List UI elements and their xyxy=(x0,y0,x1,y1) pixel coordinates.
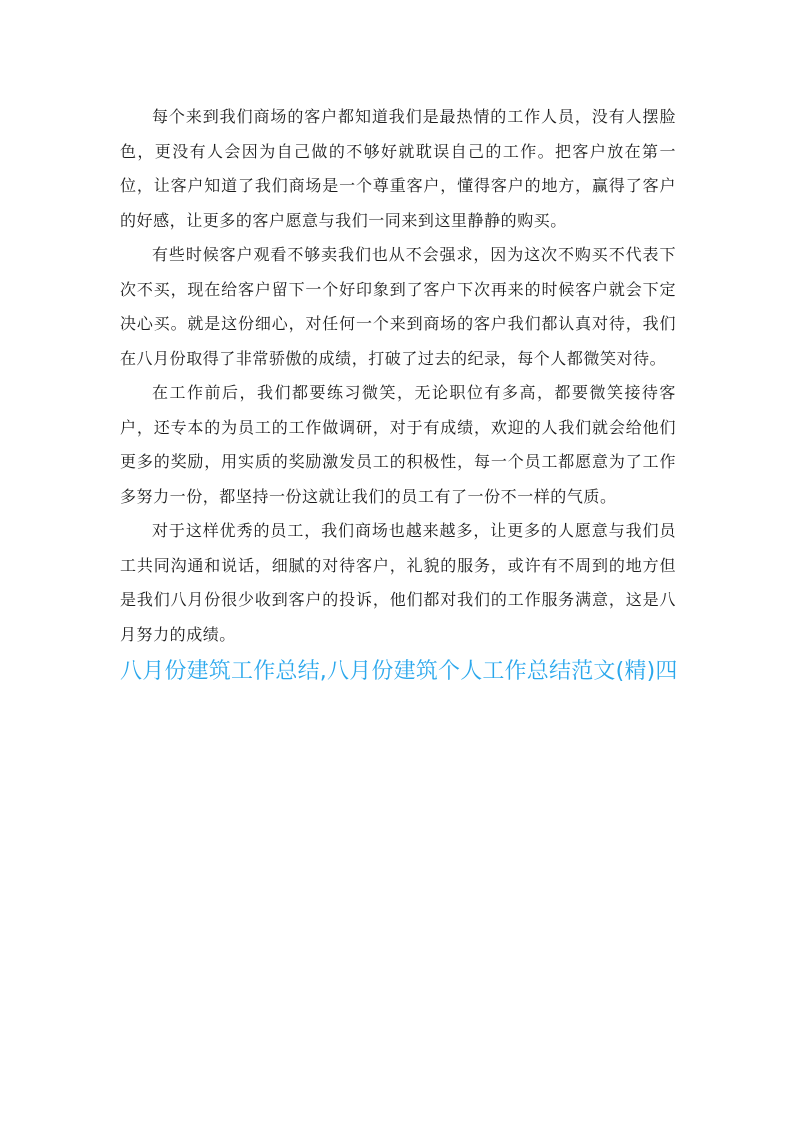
paragraph-3: 在工作前后，我们都要练习微笑，无论职位有多高，都要微笑接待客户，还专本的为员工的工作做调研，对于有成绩，欢迎的人我们就会给他们更多的奖励，用实质的奖励激发员工的积极性，每一个员工都愿意为了工作多努力一份，都坚持一份这就让我们的员工有了一份不一样的气质。 xyxy=(120,383,676,506)
section-heading: 八月份建筑工作总结,八月份建筑个人工作总结范文(精)四 xyxy=(120,659,678,684)
document-body xyxy=(120,100,676,691)
paragraph-4: 对于这样优秀的员工，我们商场也越来越多，让更多的人愿意与我们员工共同沟通和说话，细腻的对待客户，礼貌的服务，或许有不周到的地方但是我们八月份很少收到客户的投诉，他们都对我们的工作服务满意，这是八月努力的成绩。 xyxy=(120,521,676,644)
paragraph-1: 每个来到我们商场的客户都知道我们是最热情的工作人员，没有人摆脸色，更没有人会因为自己做的不够好就耽误自己的工作。把客户放在第一位，让客户知道了我们商场是一个尊重客户，懂得客户的地方，赢得了客户的好感，让更多的客户愿意与我们一同来到这里静静的购买。 xyxy=(120,107,676,230)
paragraph-2: 有些时候客户观看不够卖我们也从不会强求，因为这次不购买不代表下次不买，现在给客户留下一个好印象到了客户下次再来的时候客户就会下定决心买。就是这份细心，对任何一个来到商场的客户我们都认真对待，我们在八月份取得了非常骄傲的成绩，打破了过去的纪录，每个人都微笑对待。 xyxy=(120,245,676,368)
